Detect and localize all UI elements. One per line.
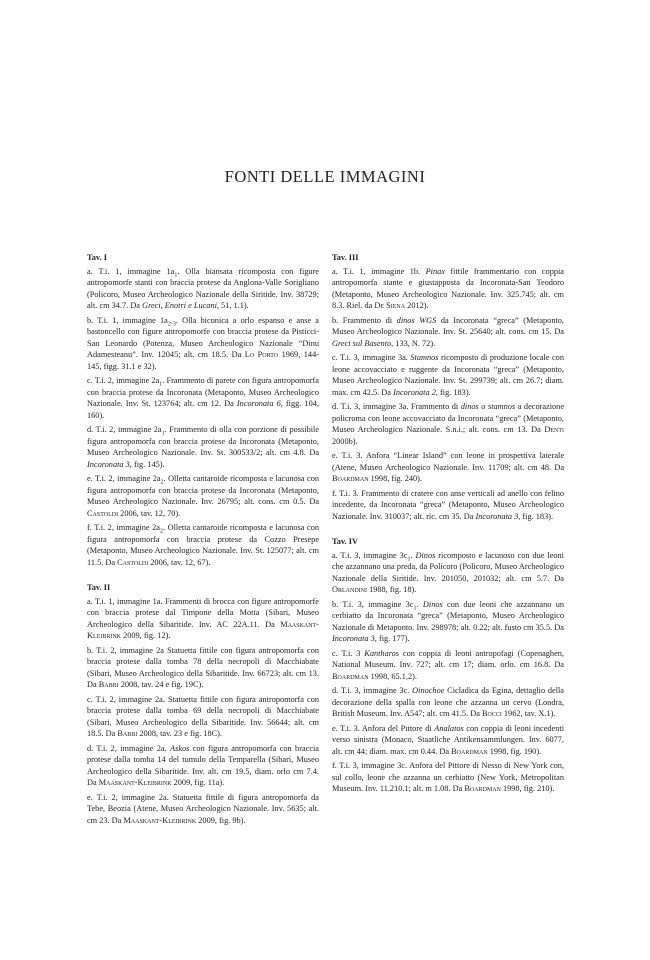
- text-run: c. T.i. 2, immagine 2a. Statuetta fittile con figura antropomorfa con braccia protese dalla tomba 69 della necropoli di Macchiabate (Sibari, Museo Archeologico della Sibaritide. Inv. 56644; alt. cm 18.5. Da: [87, 694, 319, 738]
- subscript: 1: [159, 381, 163, 388]
- caption-entry: [87, 645, 319, 691]
- text-run: 1988, fig. 18).: [367, 585, 417, 594]
- text-run: Oinochoe: [412, 686, 445, 695]
- text-run: Greci, Enotri e Lucani: [142, 301, 217, 310]
- text-run: Denti: [544, 425, 564, 434]
- text-run: da Incoronata “greca” (Metaponto, Museo Archeologico Nazionale. Inv. St. 25640; alt. cons. cm 15. Da: [332, 315, 564, 336]
- right-column: [332, 252, 564, 798]
- text-run: Babbi: [98, 680, 119, 689]
- text-run: a. T.i. 3, immagine 3c: [332, 550, 408, 560]
- caption-entry: [332, 315, 564, 350]
- text-run: b. T.i. 3, immagine 3c: [332, 599, 414, 609]
- text-run: , 51, 1.1).: [216, 301, 249, 310]
- text-run: Boardman: [332, 474, 369, 483]
- caption-entry: [332, 723, 564, 758]
- subscript: 1: [174, 272, 178, 279]
- text-run: f. T.i. 2, immagine 2a: [87, 523, 160, 532]
- text-run: 2006, tav. 12, 67).: [148, 557, 211, 567]
- caption-entry: [87, 315, 319, 373]
- text-run: f. T.i. 3, immagine 3c. Anfora del Pittore di Nesso di New York con, sul collo, leone che azzanna un cerbiatto (New York, Metropolitan Museum. Inv. 11.210.1; alt. m 1.08. Da: [332, 761, 564, 793]
- text-run: e. T.i. 3. Anfora del Pittore di: [332, 723, 435, 733]
- text-run: b. Frammento di: [332, 315, 397, 325]
- text-run: a decorazione policroma con leone accovacciato da Incoronata “greca” (Metaponto, Museo Archeologico Nazionale. S.n.i.; alt. cons. cm 13. Da: [332, 402, 565, 434]
- text-run: b. T.i. 2, immagine 2a Statuetta fittile con figura antropomorfa con braccia protese dalla tomba 78 della necropoli di Macchiabate (Sibari, Museo Archeologico della Sibaritide. Inv. 66723; alt. cm 13. Da: [87, 645, 319, 689]
- text-run: a. T.i. 1, immagine 1a. Frammenti di brocca con figure antropomorfe con braccia protese dal Timpone della Motta (Sibari, Museo Archeologico della Sibaritide. Inv. AC 22A.11. Da: [87, 596, 319, 629]
- text-run: con coppia di leoni antropofagi (Copenaghen, National Museum. Inv. 727; alt. cm 17; diam. orlo. cm 16.8. Da: [332, 648, 564, 669]
- text-run: ricomposto e lacunoso con due leoni che azzannano una preda, da Policoro (Policoro, Museo Archeologico Nazionale della Siritide. Inv. 201050, 201032; alt. cm 5.7. Da: [332, 550, 564, 583]
- left-column: [87, 252, 319, 829]
- text-run: Pinax: [425, 266, 445, 276]
- text-run: Maaskant-Kleibrink: [123, 815, 197, 825]
- text-run: Dinos: [415, 550, 436, 560]
- text-run: c. T.i. 3: [332, 648, 365, 658]
- text-run: Analatos: [434, 723, 464, 733]
- caption-entry: [87, 694, 319, 740]
- text-run: e. T.i. 3. Anfora “Linear Island” con leone in prospettiva laterale (Atene, Museo Archeologico Nazionale. Inv. 11709; alt. cm 48. Da: [332, 451, 564, 472]
- tav-iv-entries: [332, 550, 564, 795]
- subscript: 1: [161, 430, 165, 437]
- text-run: a. T.i. 1, immagine 1b.: [332, 266, 426, 276]
- text-run: De Siena: [374, 301, 406, 310]
- text-run: b. T.i. 1, immagine 1a: [87, 315, 168, 325]
- text-run: a. T.i. 1, immagine 1a: [87, 266, 175, 276]
- text-run: dinos o stamnos: [460, 402, 516, 411]
- text-run: 1998, fig. 210).: [500, 784, 555, 793]
- subscript: 2: [160, 479, 164, 486]
- text-run: . Olla biansata ricomposta con figure antropomorfe stanti con braccia protese da Anglona-Valle Sorigliano (Policoro, Museo Archeologico Nazionale della Siritide. Inv. 38729; alt. cm 34.7. Da: [87, 266, 319, 310]
- text-run: .: [416, 599, 423, 609]
- text-run: 1998, fig. 240).: [368, 474, 423, 483]
- text-run: d. T.i. 3, immagine 3a. Frammento di: [332, 402, 461, 411]
- text-run: c. T.i. 3, immagine 3a.: [332, 353, 411, 362]
- text-run: 2009, fig. 9b).: [196, 815, 246, 825]
- subscript: 1: [413, 605, 417, 612]
- text-run: d. T.i. 3, immagine 3c.: [332, 686, 413, 695]
- text-run: Dinos: [422, 599, 443, 609]
- text-run: Incoronata 3: [332, 634, 375, 643]
- caption-entry: [332, 488, 564, 523]
- text-run: Babbi: [117, 729, 138, 738]
- text-run: d. T.i. 2, immagine 2a.: [87, 743, 171, 753]
- caption-entry: [87, 473, 319, 519]
- text-run: d. T.i. 2, immagine 2a: [87, 425, 162, 434]
- text-run: Maaskant-Kleibrink: [98, 778, 172, 787]
- text-run: , fig. 183).: [435, 387, 471, 397]
- section-heading-tav-i: Tav. I: [87, 253, 107, 262]
- text-run: . Olla biconica a orlo espanso e anse a bastoncello con figure antropomorfe con braccia protese da Pisticci-San Leonardo (Potenza, Museo Archeologico Nazionale “Dinu Adamesteanu”. Inv. 12045; alt. cm 18.5. Da: [87, 315, 319, 359]
- text-run: 2009, fig. 11a).: [171, 778, 225, 787]
- text-run: 2008, tav. 23 e fig. 18C).: [137, 729, 223, 738]
- text-run: 2008, tav. 24 e fig. 19C).: [118, 680, 204, 689]
- tav-iii-entries: [332, 266, 564, 523]
- section-heading-tav-iv: Tav. IV: [332, 537, 358, 546]
- subscript: 2-3: [167, 321, 176, 328]
- text-run: c. T.i. 2, immagine 2a: [87, 376, 160, 385]
- page-title: FONTI DELLE IMMAGINI: [224, 167, 426, 186]
- text-run: Stamnos: [410, 353, 439, 362]
- text-run: , 133, N. 72).: [391, 338, 436, 348]
- text-run: . Olletta cantaroide ricomposta e lacunosa con figura antropomorfa con braccia protese da Incoronata (Metaponto, Museo Archeologico Nazionale. Inv. 26795; alt. cons. cm 0.5. Da: [87, 474, 319, 506]
- text-run: Askos: [170, 743, 190, 753]
- text-run: . Frammento di olla con porzione di possibile figura antropomorfa con braccia protese da Incoronata (Metaponto, Museo Archeologico Nazionale. Inv. St. 300533/2; alt. cm 4.8. Da: [87, 425, 320, 457]
- text-run: Maaskant-Kleibrink: [87, 619, 319, 640]
- text-run: ricomposto di produzione locale con leone accovacciato e ruggente da Incoronata “greca” (Metaponto, Museo Archeologico Nazionale. Inv. St. 299739; alt. cm 26.7; diam. max. cm 42.5. Da: [332, 353, 564, 397]
- text-run: , figg. 104, 160).: [87, 399, 319, 420]
- caption-entry: [87, 266, 319, 312]
- caption-entry: [332, 648, 564, 683]
- caption-entry: [332, 550, 564, 596]
- text-run: 2009, fig. 12).: [121, 631, 171, 640]
- text-run: fittile frammentario con coppia antropomorfa stante e giustapposta da Incoronata-San Teodoro (Metaponto, Museo Archeologico Nazionale. Inv. 325.745; alt. cm 8.3. Riel. da: [332, 266, 564, 310]
- subscript: 1: [407, 556, 411, 563]
- subscript: 2: [160, 528, 163, 535]
- text-run: . Frammento di parete con figura antropomorfa con braccia protese da Incoronata (Metaponto, Museo Archeologico Nazionale. Inv. St. 123764; alt. cm 12. Da: [87, 376, 319, 408]
- text-run: , fig. 177).: [374, 634, 410, 643]
- text-run: f. T.i. 3. Frammento di cratere con anse verticali ad anello con felino incedente, da Incoronata “greca” (Metaponto, Museo Archeologico Nazionale. Inv. 310037; alt. ric. cm 35. Da: [332, 488, 564, 521]
- text-run: Boardman: [451, 746, 488, 756]
- text-run: Castoldi: [117, 557, 149, 567]
- text-run: dinos WGS: [396, 315, 437, 325]
- caption-entry: [87, 743, 319, 789]
- caption-entry: [332, 450, 564, 485]
- caption-entry: [87, 596, 319, 642]
- text-run: con coppia di leoni incedenti verso sinistra (Monaco, Staatliche Antikensammlungen. Inv. 6077, alt. cm 44; diam. max. cm 0.44. Da: [332, 723, 564, 756]
- text-run: Boardman: [464, 784, 501, 793]
- text-run: con due leoni che azzannano un cerbiatto da Incoronata “greca” (Metaponto, Museo Archeologico Nazionale di Metaponto. Inv. 298978; alt. 0.22; alt. fusto cm 35.5. Da: [332, 599, 565, 632]
- text-run: , fig. 183).: [518, 511, 554, 521]
- caption-entry: [332, 266, 564, 312]
- text-run: Boardman: [332, 671, 369, 681]
- text-run: Bocci: [481, 709, 502, 718]
- text-run: Incoronata 3: [87, 459, 130, 469]
- text-run: 1998, 65.1,2).: [368, 671, 417, 681]
- caption-entry: [87, 375, 319, 421]
- text-run: Cicladica da Egina, dettaglio della decorazione della spalla con leone che azzanna un cervo (Londra, British Museum. Inv. A547; alt. cm 41.5. Da: [332, 686, 564, 718]
- caption-entry: [332, 352, 564, 398]
- text-run: 1998, fig. 190).: [487, 746, 542, 756]
- text-run: . Olletta cantaroide ricomposta e lacunosa con figura antropomorfa con braccia protese da Cozzo Presepe (Metaponto, Museo Archeologico Nazionale. Inv. St. 125077; alt. cm 11.5. Da: [87, 523, 320, 567]
- text-run: Incoronata 3: [475, 511, 519, 521]
- text-run: e. T.i. 2, immagine 2a: [87, 474, 161, 483]
- text-run: 1969, 144-145, figg. 31.1 e 32).: [87, 350, 319, 371]
- section-heading-tav-ii: Tav. II: [87, 583, 111, 592]
- tav-i-entries: [87, 266, 319, 569]
- text-run: Greci sul Basento: [332, 338, 392, 348]
- text-run: Incoronata 6: [236, 399, 281, 408]
- caption-entry: [332, 401, 564, 447]
- text-run: con figura antropomorfa con braccia protese dalla tomba 14 del tumulo della Temparella (Sibari, Museo Archeologico della Sibaritide. Inv. alt. cm 19.5, diam. orlo cm 7.4. Da: [87, 743, 319, 787]
- caption-entry: [332, 685, 564, 720]
- text-run: 2000b).: [332, 436, 358, 446]
- caption-entry: [87, 522, 319, 568]
- text-run: , fig. 145).: [129, 459, 165, 469]
- caption-entry: [87, 424, 319, 470]
- text-run: Orlandini: [332, 585, 367, 594]
- text-run: 2006, tav. 12, 70).: [118, 508, 181, 518]
- text-run: e. T.i. 2, immagine 2a. Statuetta fittile di figura antropomorfa da Tebe, Beozia (Atene, Museo Archeologico Nazionale. Inv. 5635; alt. cm 23. Da: [87, 792, 319, 825]
- caption-entry: [332, 599, 564, 645]
- section-heading-tav-iii: Tav. III: [332, 253, 359, 262]
- caption-entry: [87, 792, 319, 827]
- text-run: Kantharos: [364, 648, 400, 658]
- tav-ii-entries: [87, 596, 319, 827]
- text-run: 1962, tav. X.1).: [501, 709, 556, 718]
- text-run: Castoldi: [87, 508, 119, 518]
- text-run: 2012).: [405, 301, 429, 310]
- text-run: Lo Porto: [244, 350, 279, 359]
- caption-entry: [332, 760, 564, 795]
- text-run: .: [410, 550, 416, 560]
- text-run: Incoronata 2: [393, 387, 436, 397]
